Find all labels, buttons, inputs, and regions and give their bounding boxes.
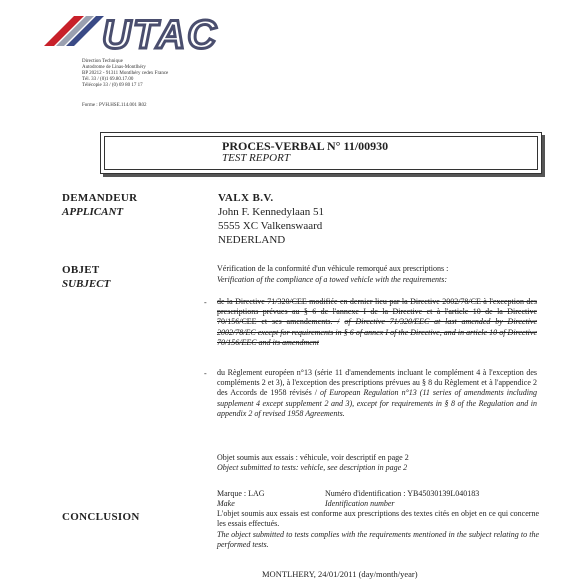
applicant-label: DEMANDEUR — [62, 192, 138, 204]
applicant-name: VALX B.V. — [218, 192, 274, 204]
identification-number: Numéro d'identification : YB45030139L040183 — [325, 489, 480, 498]
conclusion-text: L'objet soumis aux essais est conforme aux prescriptions des textes cités en objet en ce qui concerne les essais effectués. — [217, 509, 539, 529]
make-field: Marque : LAG — [217, 489, 265, 498]
conclusion-label: CONCLUSION — [62, 511, 140, 523]
subject-intro-english: Verification of the compliance of a towed vehicle with the requirements: — [217, 275, 448, 284]
subject-label-english: SUBJECT — [62, 278, 111, 290]
subject-item-1 — [217, 297, 537, 348]
object-submitted: Objet soumis aux essais : véhicule, voir descriptif en page 2 — [217, 453, 409, 462]
bullet-icon: - — [204, 298, 207, 307]
subject-item-2 — [217, 368, 537, 419]
subject-label: OBJET — [62, 264, 100, 276]
address-line: Autodrome de Linas-Montlhéry — [82, 65, 146, 70]
make-label-english: Make — [217, 499, 235, 508]
item-1-french: de la Directive 71/320/CEE modifiée en dernier lieu par la Directive 2002/78/CE à l'exception des prescriptions prévues au § 6 de l'annexe I de la Directive et à l'article 10 de la Directive 70/156/CEE et ses amendements. / — [217, 297, 537, 327]
report-title-english: TEST REPORT — [222, 152, 290, 164]
flag-stripes-icon — [44, 16, 104, 46]
address-line: BP 20212 - 91311 Montlhéry cedex France — [82, 71, 169, 76]
applicant-city: 5555 XC Valkenswaard — [218, 220, 323, 232]
subject-intro: Vérification de la conformité d'un véhicule remorqué aux prescriptions : — [217, 264, 449, 273]
form-reference: Forme : PVH.HSE.114.001 R02 — [82, 103, 147, 108]
item-2-english: of European Regulation n°13 (11 series of amendments including supplement 4 except supplement 2 and 3), except for requirements in § 8 of the Regulation and in appendix 2 of revised 1958 Agreements. — [217, 388, 538, 418]
identification-label-english: Identification number — [325, 499, 395, 508]
item-1-english: of Directive 71/320/EEC at last amended by Directive 2002/78/EC except for requirements in § 6 of annex I of the Directive, and in article 10 of Directive 70/156/EEC and its amendment — [217, 317, 538, 347]
place-date: MONTLHERY, 24/01/2011 (day/month/year) — [262, 569, 418, 579]
item-2-french: du Règlement européen n°13 (série 11 d'amendements incluant le complément 4 à l'exception des compléments 2 et 3), à l'exception des prescriptions prévues au § 8 du Règlement et à l'appendice 2 des Accords de 1958 révisés / — [217, 368, 537, 398]
address-line: Télécopie 33 / (0) 69 80 17 17 — [82, 83, 143, 88]
utac-logo — [44, 8, 234, 58]
applicant-country: NEDERLAND — [218, 234, 286, 246]
applicant-street: John F. Kennedylaan 51 — [218, 206, 325, 218]
conclusion-text-english: The object submitted to tests complies with the requirements mentioned in the subject relating to the performed tests. — [217, 530, 539, 550]
applicant-label-english: APPLICANT — [62, 206, 124, 218]
logo-text: UTAC — [102, 13, 219, 57]
address-line: Direction Technique — [82, 59, 123, 64]
address-line: Tél. 33 / (0)1 69.80.17.00 — [82, 77, 134, 82]
object-submitted-english: Object submitted to tests: vehicle, see description in page 2 — [217, 463, 408, 472]
bullet-icon: - — [204, 369, 207, 378]
report-title: PROCES-VERBAL N° 11/00930 — [222, 139, 389, 153]
